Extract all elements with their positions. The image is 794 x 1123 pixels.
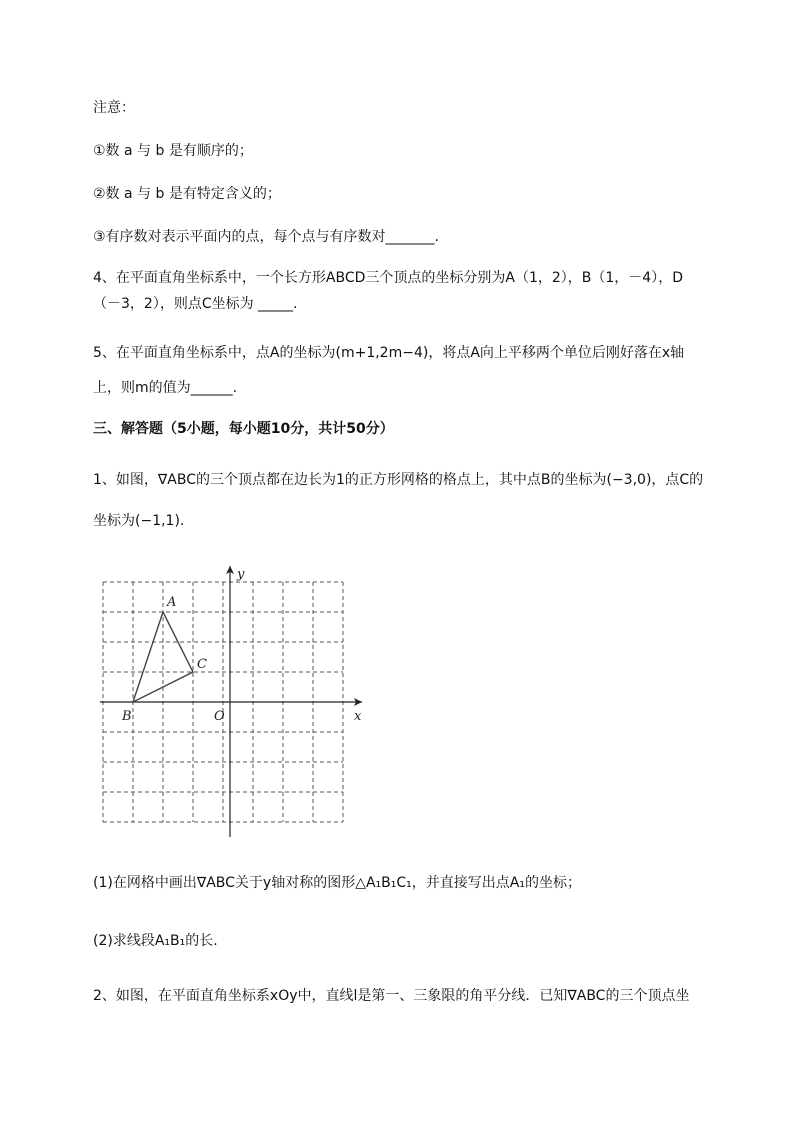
problem-1-subquestion-1: (1)在网格中画出∇ABC关于y轴对称的图形△A₁B₁C₁，并直接写出点A₁的坐标； [93,875,581,891]
coordinate-grid-figure [100,562,370,842]
problem-1-subquestion-2: (2)求线段A₁B₁的长. [93,933,218,949]
note-1: ①数 a 与 b 是有顺序的； [93,143,253,159]
label-point-c: C [197,657,207,672]
note-3: ③有序数对表示平面内的点，每个点与有序数对_______. [93,229,439,245]
note-title: 注意： [93,100,135,116]
question-5-line-1: 5、在平面直角坐标系中，点A的坐标为(m+1,2m−4)，将点A向上平移两个单位后刚好落在x轴 [93,345,685,361]
label-point-a: A [167,595,177,610]
point-labels [121,567,362,724]
label-origin: O [214,709,225,724]
label-x-axis: x [354,709,362,724]
question-4-line-1: 4、在平面直角坐标系中，一个长方形ABCD三个顶点的坐标分别为A（1，2），B（1，－4），D [93,270,683,286]
problem-1-line-1: 1、如图，∇ABC的三个顶点都在边长为1的正方形网格的格点上，其中点B的坐标为(−3,0)，点C的 [93,472,704,488]
label-point-b: B [122,709,132,724]
question-4-line-2: （－3，2），则点C坐标为 _____. [93,296,298,312]
section-3-heading: 三、解答题（5小题，每小题10分，共计50分） [93,421,394,437]
note-2: ②数 a 与 b 是有特定含义的； [93,186,281,202]
question-5-line-2: 上，则m的值为______. [93,380,238,396]
axes [100,566,362,837]
problem-2-line-1: 2、如图，在平面直角坐标系xOy中，直线l是第一、三象限的角平分线．已知∇ABC的三个顶点坐 [93,988,690,1004]
label-y-axis: y [237,567,245,582]
problem-1-line-2: 坐标为(−1,1). [93,513,185,529]
